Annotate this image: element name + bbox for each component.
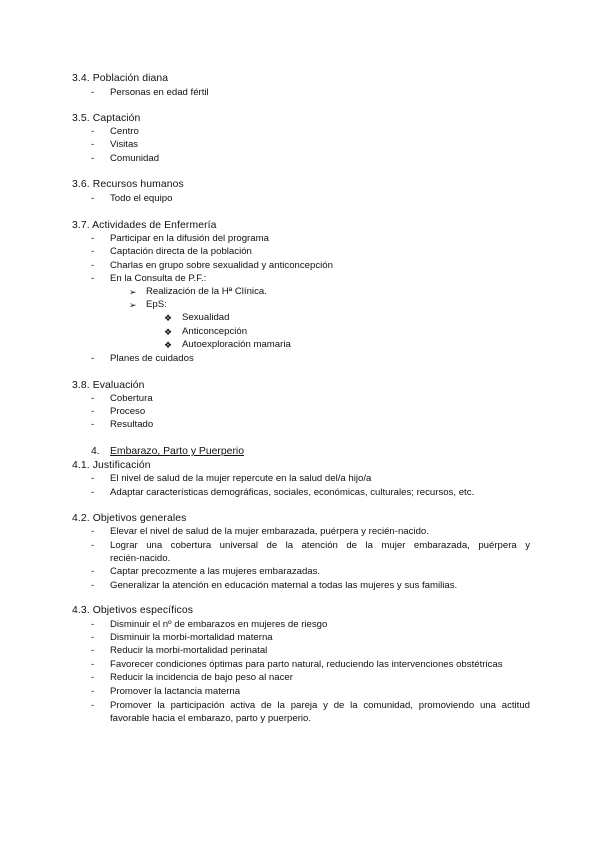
list-item: Disminuir la morbi-mortalidad materna — [110, 632, 273, 643]
list-item: Captar precozmente a las mujeres embarazadas. — [110, 566, 321, 577]
list-item-continuation: recién-nacido. — [110, 553, 171, 564]
list-item: Participar en la difusión del programa — [110, 233, 269, 244]
bullet-dash: - — [91, 672, 95, 683]
bullet-dash: - — [91, 645, 95, 656]
bullet-dash: - — [91, 487, 95, 498]
bullet-dash: - — [91, 700, 95, 711]
bullet-dash: - — [91, 619, 95, 630]
heading-3-7: 3.7. Actividades de Enfermería — [72, 220, 217, 231]
diamond-bullet-icon: ❖ — [164, 327, 173, 337]
bullet-dash: - — [91, 473, 95, 484]
bullet-dash: - — [91, 526, 95, 537]
list-item-continuation: favorable hacia el embarazo, parto y puerperio. — [110, 713, 312, 724]
heading-4-3: 4.3. Objetivos específicos — [72, 605, 193, 616]
heading-4-2: 4.2. Objetivos generales — [72, 513, 187, 524]
bullet-dash: - — [91, 406, 95, 417]
heading-3-8: 3.8. Evaluación — [72, 380, 145, 391]
list-item: Planes de cuidados — [110, 353, 194, 364]
subsub-list-item: Sexualidad — [182, 312, 230, 323]
bullet-dash: - — [91, 566, 95, 577]
heading-4-1: 4.1. Justificación — [72, 460, 151, 471]
bullet-dash: - — [91, 126, 95, 137]
list-item: Reducir la incidencia de bajo peso al nacer — [110, 672, 293, 683]
bullet-dash: - — [91, 233, 95, 244]
list-item: El nivel de salud de la mujer repercute en la salud del/a hijo/a — [110, 473, 372, 484]
sub-list-item: Realización de la Hª Clínica. — [146, 286, 267, 297]
arrow-bullet-icon: ➢ — [129, 300, 137, 310]
bullet-dash: - — [91, 153, 95, 164]
heading-3-6: 3.6. Recursos humanos — [72, 179, 184, 190]
diamond-bullet-icon: ❖ — [164, 340, 173, 350]
heading-3-4: 3.4. Población diana — [72, 73, 169, 84]
list-item: Favorecer condiciones óptimas para parto natural, reduciendo las intervenciones obstétricas — [110, 659, 503, 670]
list-item: Proceso — [110, 406, 146, 417]
diamond-bullet-icon: ❖ — [164, 313, 173, 323]
list-item: Promover la participación activa de la pareja y de la comunidad, promoviendo una actitud — [110, 700, 530, 711]
list-item: Charlas en grupo sobre sexualidad y anticoncepción — [110, 260, 333, 271]
subsub-list-item: Anticoncepción — [182, 326, 248, 337]
list-item: Disminuir el nº de embarazos en mujeres de riesgo — [110, 619, 328, 630]
section-number: 4. — [91, 446, 100, 457]
bullet-dash: - — [91, 193, 95, 204]
bullet-dash: - — [91, 659, 95, 670]
list-item: Generalizar la atención en educación maternal a todas las mujeres y sus familias. — [110, 580, 458, 591]
list-item: Lograr una cobertura universal de la atención de la mujer embarazada, puérpera y — [110, 540, 530, 551]
bullet-dash: - — [91, 580, 95, 591]
list-item: Comunidad — [110, 153, 160, 164]
bullet-dash: - — [91, 246, 95, 257]
bullet-dash: - — [91, 139, 95, 150]
section-title: Embarazo, Parto y Puerperio — [110, 446, 244, 457]
bullet-dash: - — [91, 393, 95, 404]
heading-3-5: 3.5. Captación — [72, 113, 141, 124]
list-item: Cobertura — [110, 393, 153, 404]
list-item: Visitas — [110, 139, 139, 150]
bullet-dash: - — [91, 419, 95, 430]
list-item: Adaptar características demográficas, sociales, económicas, culturales; recursos, etc. — [110, 487, 475, 498]
subsub-list-item: Autoexploración mamaria — [182, 339, 291, 350]
list-item: Resultado — [110, 419, 154, 430]
arrow-bullet-icon: ➢ — [129, 287, 137, 297]
bullet-dash: - — [91, 686, 95, 697]
list-item: Reducir la morbi-mortalidad perinatal — [110, 645, 268, 656]
bullet-dash: - — [91, 353, 95, 364]
list-item: Todo el equipo — [110, 193, 173, 204]
bullet-dash: - — [91, 273, 95, 284]
list-item: Promover la lactancia materna — [110, 686, 241, 697]
list-item: Personas en edad fértil — [110, 87, 209, 98]
sub-list-item: EpS: — [146, 299, 167, 310]
bullet-dash: - — [91, 87, 95, 98]
bullet-dash: - — [91, 260, 95, 271]
list-item: En la Consulta de P.F.: — [110, 273, 207, 284]
bullet-dash: - — [91, 632, 95, 643]
list-item: Centro — [110, 126, 139, 137]
list-item: Elevar el nivel de salud de la mujer embarazada, puérpera y recién-nacido. — [110, 526, 429, 537]
bullet-dash: - — [91, 540, 95, 551]
list-item: Captación directa de la población — [110, 246, 252, 257]
